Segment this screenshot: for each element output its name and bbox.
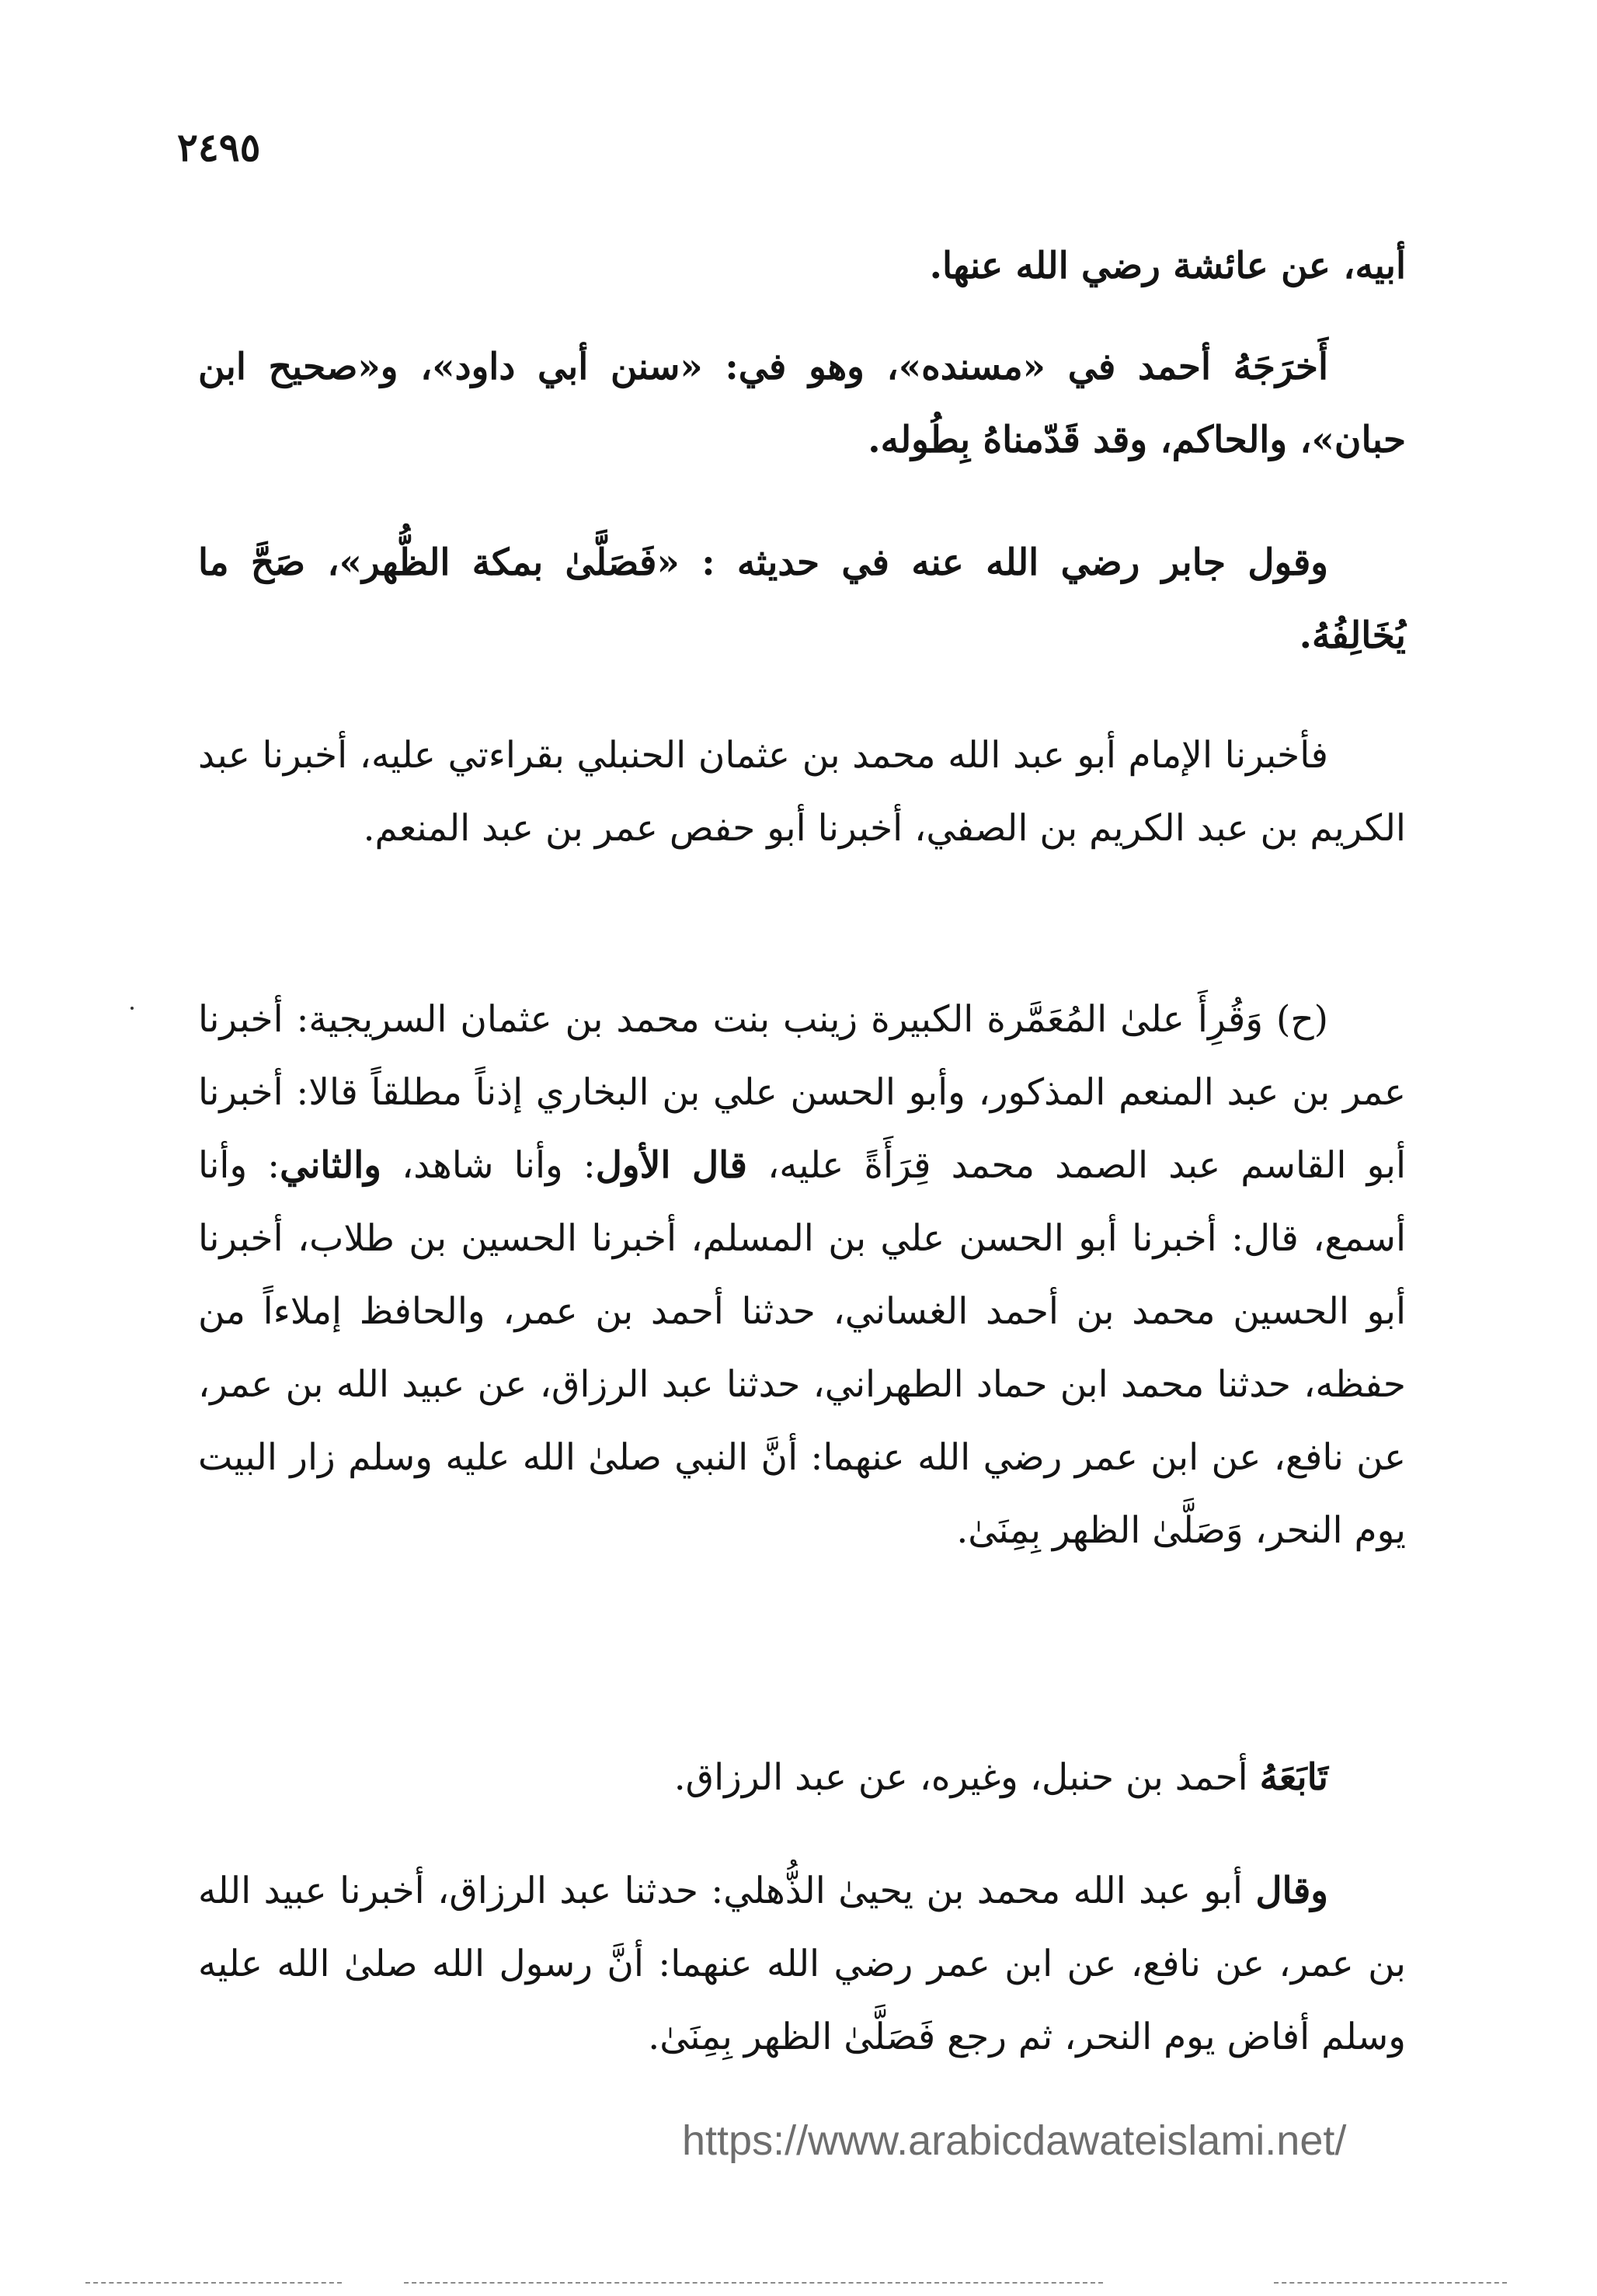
paragraph-1-text: أبيه، عن عائشة رضي الله عنها. (929, 245, 1406, 287)
page-number: ٢٤٩٥ (177, 124, 261, 170)
paragraph-4-text: فأخبرنا الإمام أبو عبد الله محمد بن عثمان الحنبلي بقراءتي عليه، أخبرنا عبد الكريم بن عبد الكريم بن الصفي، أخبرنا أبو حفص عمر بن عبد المنعم. (198, 734, 1406, 850)
paragraph-3-text: وقول جابر رضي الله عنه في حديثه : «فَصَلَّىٰ بمكة الظُّهر»، صَحَّ ما يُخَالِفُهُ. (198, 541, 1406, 657)
tabaahu-keyword: تَابَعَهُ (1259, 1756, 1328, 1799)
paragraph-jabir (198, 527, 1406, 673)
paragraph-2-text: أحمد في «مسنده»، وهو في: «سنن أبي داود»، و«صحيح ابن حبان»، والحاكم، (198, 346, 1406, 461)
paragraph-dhuhli (198, 1855, 1406, 2074)
footer-rule-left (85, 2282, 342, 2284)
paragraph-takhrij-ahmad (198, 331, 1406, 477)
paragraph-5-text-e: : وأنا أسمع، قال: أخبرنا أبو الحسن علي بن المسلم، أخبرنا الحسين بن طلاب، أخبرنا أبو الحسين محمد بن أحمد الغساني، حدثنا أحمد بن عمر، والحافظ إملاءاً من حفظه، حدثنا محمد ابن حماد الطهراني، حدثنا عبد الرزاق، عن عبيد الله بن عمر، عن نافع، عن ابن عمر رضي الله عنهما: أنَّ النبي صلىٰ الله عليه وسلم زار البيت يوم النحر، وَصَلَّىٰ الظهر بِمِنَىٰ. (198, 1144, 1406, 1552)
paragraph-isnad-1 (198, 719, 1406, 865)
paragraph-tabaahu (198, 1741, 1406, 1814)
watermark-url: https://www.arabicdawateislami.net/ (682, 2117, 1347, 2164)
qala-keyword: وقال (1255, 1870, 1328, 1912)
paragraph-6-text: أحمد بن حنبل، وغيره، عن عبد الرزاق. (673, 1756, 1260, 1799)
paragraph-isnad-2 (198, 983, 1406, 1567)
paragraph-7-text: أبو عبد الله محمد بن يحيىٰ الذُّهلي: حدثنا عبد الرزاق، أخبرنا عبيد الله بن عمر، عن نافع، عن ابن عمر رضي الله عنهما: أنَّ رسول الله صلىٰ الله عليه وسلم أفاض يوم النحر، ثم رجع فَصَلَّىٰ الظهر بِمِنَىٰ. (198, 1870, 1406, 2058)
paragraph-continuation (198, 230, 1406, 303)
paragraph-5-text-c: : وأنا شاهد، (381, 1144, 596, 1187)
takhrij-keyword: أَخرَجَهُ (1233, 346, 1328, 388)
qala-al-awwal: قال الأول (595, 1144, 747, 1187)
footer-rule-right (1274, 2282, 1507, 2284)
wal-thani: والثاني (280, 1144, 381, 1187)
scan-speck (130, 1007, 134, 1010)
paragraph-5-text-a: (ح) وَقُرِأَ علىٰ المُعَمَّرة الكبيرة زينب بنت محمد بن عثمان السريجية: أخبرنا عمر بن عبد المنعم المذكور، وأبو الحسن علي بن البخاري إذناً مطلقاً قالا: أخبرنا أبو القاسم عبد الصمد محمد قِرَأَةً عليه، (198, 998, 1407, 1187)
footer-rule-middle (404, 2282, 1103, 2284)
paragraph-2-note: وقد قَدّمناهُ بِطُوله. (868, 419, 1148, 461)
